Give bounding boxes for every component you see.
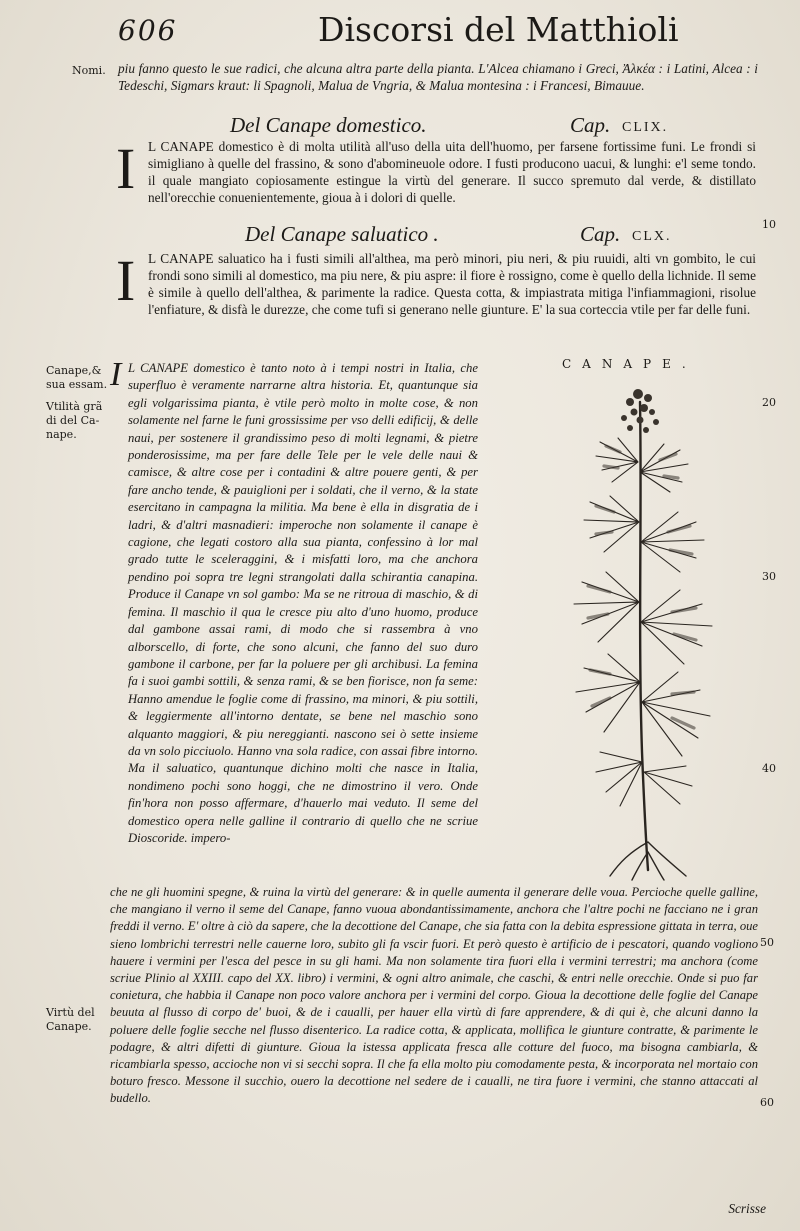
margin-line: Virtù del xyxy=(46,1006,95,1019)
line-number: 60 xyxy=(760,1096,774,1109)
section-text-domestic: L CANAPE domestico è di molta utilità all'uso della uita dell'huomo, per farsene fortissime funi. Le frondi si simigliano à quelle del frassino, & sono d'abomineuole odore. I fusti producono uacui, & lunghi: e'l seme tondo. il quale mangiato copiosamente estingue la virtù del generare. Il succo spremuto dal verde, & distillato nell'orecchie conuenientemente, gioua à i dolori di quelle. xyxy=(148,139,756,206)
line-number: 30 xyxy=(762,570,776,583)
running-title: Discorsi del Matthioli xyxy=(318,10,679,49)
section-text-wild: L CANAPE saluatico ha i fusti simili all'althea, ma però minori, piu neri, & piu ruuidi, alti vn gombito, le cui frondi sono simili al domestico, ma piu nere, & piu aspre: il fiore è rossigno, come è quello della lichnide. Il seme è simile à quello dell'althea, & parimente la radice. Questa cotta, & impiastrata mitiga l'infiammagioni, risolue l'enfiature, & disfà le durezze, che come tufi si generano nelle giunture. E' la sua corteccia vtile per far delle funi. xyxy=(148,251,756,318)
chapter-label: Cap. xyxy=(570,113,611,137)
commentary-wide-column: che ne gli huomini spegne, & ruina la virtù del generare: & in quelle aumenta il generare delle voua. Percioche quelle galline, che mangiano il verno il seme del Canape, fanno vuoua abondantissimamente, anchora che l'altre pochi ne facciano ne i gran freddi il verno. E' oltre à ciò da sapere, che la decottione del Canape, che sia fatta con la debita espressione gittata in terra, oue sieno lombrichi terrestri nelle cauerne loro, subito gli fa vscir fuori. Et però questo è artificio de i pescatori, quando vogliono hauere i vermini per l'esca del pesce in su gli hami. Ma non solamente tira fuori ella i vermini terrestri; ma anchora (come scriue Plinio al XXIII. capo del XX. libro) i vermini, & ogni altro animale, che caschi, & entri nelle orecchie. Onde si puo far conietura, che habbia il Canape non poco valore anchora per i vermini del corpo. Gioua la decottione delle foglie del Canape beuuta al flusso di corpo de' buoi, & de i caualli, per hauer ella virtù di fare apprendere, & di qui è, che alcuni danno la poluere delle foglie secche nel flusso disenterico. La radice cotta, & applicata, mollifica le giunture contratte, & parimente le podagre, & altri difetti di giunture. Gioua la istessa applicata fresca alle cotture del fuoco, ma bisogna cambiarla, & ricambiarla spesso, accioche non vi si secchi sopra. Il che fa ella molto piu comodamente pesta, & incorporata nel mortaio con boturo fresco. Messone il succhio, ouero la decottione nel sedere de i caualli, ne tira fuore i vermini, che stanno attaccati al budello. xyxy=(110,885,758,1106)
drop-capital: I xyxy=(116,248,136,313)
margin-note-virtu xyxy=(46,1006,95,1034)
page-number: 606 xyxy=(118,14,178,47)
drop-capital: I xyxy=(116,136,136,201)
margin-note-canape xyxy=(46,364,107,392)
margin-line: nape. xyxy=(46,428,77,441)
margin-note-utilita xyxy=(46,400,102,442)
margin-line: Canape,& xyxy=(46,364,102,377)
section-title-wild: Del Canape saluatico . xyxy=(245,222,439,246)
margin-note-nomi: Nomi. xyxy=(72,64,106,77)
chapter-number: CLX. xyxy=(632,229,672,244)
section-title-domestic: Del Canape domestico. xyxy=(230,113,427,137)
catchword: Scrisse xyxy=(728,1201,766,1216)
chapter-label: Cap. xyxy=(580,222,621,246)
line-number: 50 xyxy=(760,936,774,949)
drop-capital: I xyxy=(110,356,122,393)
chapter-number: CLIX. xyxy=(622,120,669,135)
line-number: 40 xyxy=(762,762,776,775)
line-number: 10 xyxy=(762,218,776,231)
nomi-paragraph: piu fanno questo le sue radici, che alcuna altra parte della pianta. L'Alcea chiamano i Greci, Ἀλκέα : i Latini, Alcea : i Tedeschi, Sigmars kraut: li Spagnoli, Malua de Vngria, & Malua montesina : i Francesi, Bimauue. xyxy=(118,61,758,94)
margin-line: sua essam. xyxy=(46,378,108,391)
figure-caption: CANAPE. xyxy=(562,357,697,371)
margin-line: di del Ca- xyxy=(46,414,100,427)
margin-line: Vtilità grã xyxy=(46,400,103,413)
margin-line: Canape. xyxy=(46,1020,92,1033)
commentary-narrow-column: L CANAPE domestico è tanto noto à i tempi nostri in Italia, che superfluo è veramente narrarne altra historia. Et, quantunque sia egli volgarissima pianta, è vtile però molto in molte cose, & non solamente nel farne le funi grossissime per vso delli edificij, & delle naui, per sostenere il grandissimo peso di molti legnami, & pietre ponderosissime, ma per fare delle Tele per le vele delle naui & camisce, & altre cose per i contadini & altre pouere genti, & per fare ancho tende, & pauiglioni per i soldati, che il verno, & la state esercitano in campagna la militia. Ma bene è ella in disgratia de i ladri, & d'altri masnadieri: imperoche non solamente il canape è cagione, che legati costoro alla sua pianta, confessino à lor mal grado tutte le sceleraggini, & i misfatti loro, ma che anchora pendino poi sopra tre legni strangolati dalla schirantia canapina. Produce il Canape vn sol gambo: Ma se ne ritroua di maschio, & di femina. Il maschio il qua le cresce piu alto d'uno huomo, produce dal gambone assai rami, di modo che si rassembra à vno alborscello, di forte, che sono alcuni, che fanno del suo duro gambone il carbone, per far la poluere per gli archibusi. La femina fa i suoi gambi sottili, & senza rami, & se ben fiorisce, non fa seme: Hanno amendue le foglie come di frassino, ma minori, & piu sottili, & leggiermente all'intorno dentate, se bene nel maschio sono alquanto maggiori, & piu nereggianti. nascono sei ò sette insieme da vn solo picciuolo. Hanno vna sola radice, con assai fibre intorno. Ma il saluatico, quantunque dichino molti che nasce in Italia, nondimeno pochi sono hoggi, che ne dimostrino il vero. Onde fin'hora non posso affermare, d'hauerlo mai veduto. Il seme del domestico opera nelle galline il contrario di quello che ne scriue Dioscoride. impero- xyxy=(128,361,478,845)
line-number: 20 xyxy=(762,396,776,409)
hemp-plant-woodcut-image xyxy=(560,372,730,882)
